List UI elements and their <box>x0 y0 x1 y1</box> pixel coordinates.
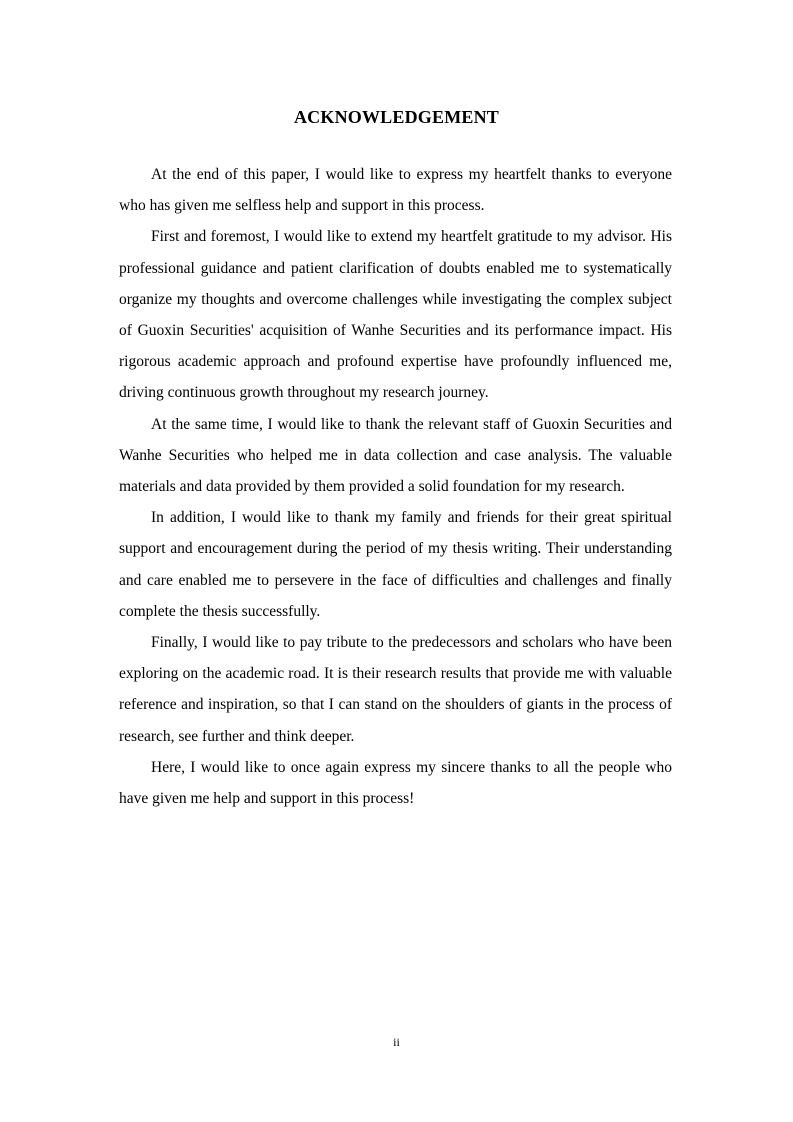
page-number: ii <box>393 1035 400 1049</box>
paragraph-closing-thanks: Here, I would like to once again express my sincere thanks to all the people who have given me help and support in this process! <box>119 758 672 808</box>
paragraph-thanks-everyone: At the end of this paper, I would like to express my heartfelt thanks to everyone who has given me selfless help and support in this process. <box>119 166 672 215</box>
page-title: ACKNOWLEDGEMENT <box>293 107 500 127</box>
paragraph-thanks-family: In addition, I would like to thank my family and friends for their great spiritual support and encouragement during the period of my thesis writing. Their understanding and care enabled me to persevere in the face of difficulties and challenges and finally complete the thesis successfully. <box>119 509 672 620</box>
paragraph-thanks-staff: At the same time, I would like to thank the relevant staff of Guoxin Securities and Wanhe Securities who helped me in data collection and case analysis. The valuable materials and data provided by them provided a solid foundation for my research. <box>119 415 672 496</box>
paragraph-thanks-scholars: Finally, I would like to pay tribute to the predecessors and scholars who have been exploring on the academic road. It is their research results that provide me with valuable reference and inspiration, so that I can stand on the shoulders of giants in the process of research, see further and think deeper. <box>119 634 672 745</box>
paragraph-thanks-advisor: First and foremost, I would like to extend my heartfelt gratitude to my advisor. His professional guidance and patient clarification of doubts enabled me to systematically organize my thoughts and overcome challenges while investigating the complex subject of Guoxin Securities' acquisition of Wanhe Securities and its performance impact. His rigorous academic approach and profound expertise have profoundly influenced me, driving continuous growth throughout my research journey. <box>119 228 672 402</box>
acknowledgement-body <box>119 159 672 814</box>
